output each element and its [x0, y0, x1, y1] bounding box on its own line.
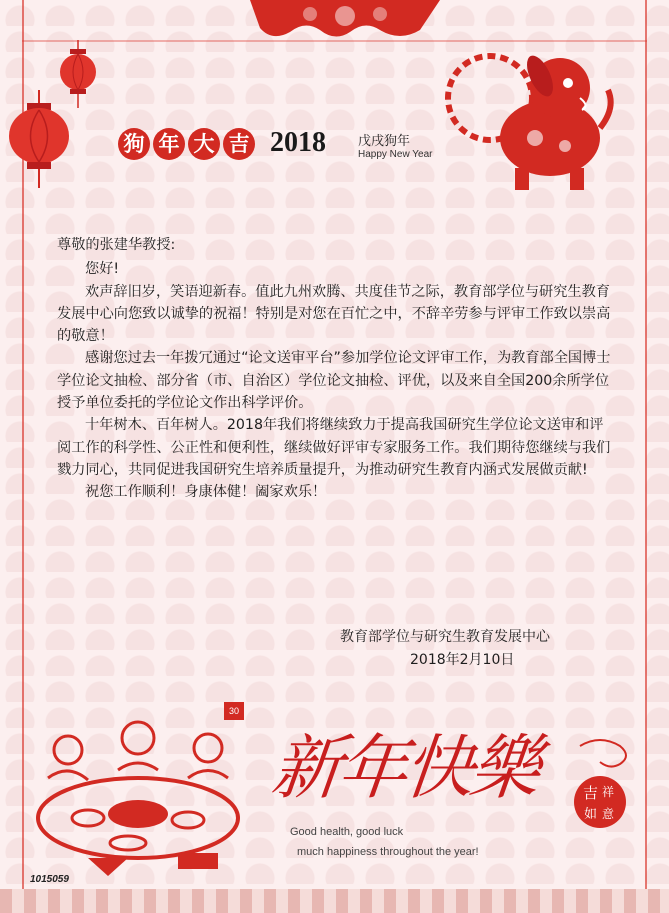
badge-char: 狗: [118, 128, 150, 160]
wish-line-2: much happiness throughout the year!: [297, 846, 479, 858]
cloud-ornament-icon: [250, 0, 440, 40]
frame-right-line: [645, 0, 647, 913]
new-year-calligraphy: 新年快樂: [267, 727, 541, 809]
calendar-icon: 30: [224, 702, 244, 720]
letter-greeting: 尊敬的张建华教授:: [57, 237, 176, 253]
wish-line-1: Good health, good luck: [290, 826, 404, 838]
badge-char: 大: [188, 128, 220, 160]
document-id: 1015059: [30, 874, 69, 885]
dog-papercut-icon: [440, 28, 620, 196]
letter-paragraph: 欢声辞旧岁，笑语迎新春。值此九州欢腾、共度佳节之际，教育部学位与研究生教育发展中心向您致以诚挚的祝福！特别是对您在百忙之中，不辞辛劳参与评审工作致以崇高的敬意！: [57, 283, 611, 345]
dog-year-badge: [118, 128, 255, 162]
signature-block: [340, 626, 550, 672]
letter-paragraph: 祝您工作顺利！身康体健！阖家欢乐！: [85, 484, 327, 501]
bottom-wave-border: [0, 889, 669, 913]
seal-char: 意: [602, 807, 615, 821]
letter-paragraph: 十年树木、百年树人。2018年我们将继续致力于提高我国研究生学位论文送审和评阅工作的科学性、公正性和便利性，继续做好评审专家服务工作。我们期待您继续与我们戮力同心，共同促进我国研究生培养质量提升，为推动研究生教育内涵式发展做贡献!: [57, 417, 611, 478]
badge-char: 吉: [223, 128, 255, 160]
header-happy-new-year: Happy New Year: [358, 149, 433, 160]
family-feast-papercut-icon: [28, 708, 248, 878]
lantern-icon: [6, 90, 72, 190]
header-year: 2018: [270, 127, 326, 158]
header-subtitle: 戊戌狗年: [358, 134, 411, 149]
letter-paragraph: 感谢您过去一年拨冗通过“论文送审平台”参加学位论文评审工作，为教育部全国博士学位论文抽检、部分省（市、自治区）学位论文抽检、评优，以及来自全国200余所学位授予单位委托的学位论文作出科学评价。: [57, 350, 611, 412]
signature-org: 教育部学位与研究生教育发展中心: [340, 629, 550, 645]
letter-paragraph: 您好!: [85, 261, 120, 278]
badge-char: 年: [153, 128, 185, 160]
letter-body: [57, 234, 617, 504]
signature-date: 2018年2月10日: [410, 652, 515, 668]
seal-char: 吉: [583, 784, 599, 802]
seal-char: 祥: [602, 785, 615, 799]
jixiang-ruyi-seal: [560, 736, 640, 836]
seal-char: 如: [584, 807, 598, 822]
